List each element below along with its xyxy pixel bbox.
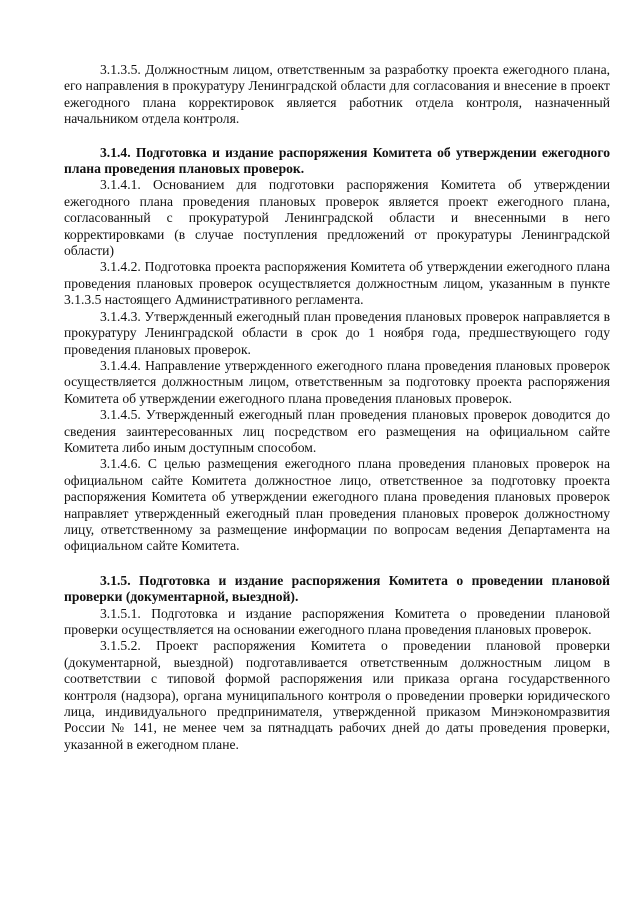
paragraph-3-1-4-1: 3.1.4.1. Основанием для подготовки распоряжения Комитета об утверждении ежегодного плана проведения плановых проверок является проект ежегодного плана, согласованный с прокуратурой Ленинградской области и внесенными в него корректировками (в случае поступления предложений от прокуратуры Ленинградской области)	[64, 177, 610, 259]
document-page	[64, 62, 610, 753]
paragraph-3-1-3-5: 3.1.3.5. Должностным лицом, ответственным за разработку проекта ежегодного плана, его направления в прокуратуру Ленинградской области для согласования и внесение в проект ежегодного плана корректировок является работник отдела контроля, назначенный начальником отдела контроля.	[64, 62, 610, 127]
section-spacer	[64, 555, 610, 573]
section-spacer	[64, 128, 610, 145]
paragraph-3-1-5-2: 3.1.5.2. Проект распоряжения Комитета о проведении плановой проверки (документарной, выездной) подготавливается ответственным должностным лицом в соответствии с типовой формой распоряжения или приказа органа государственного контроля (надзора), органа муниципального контроля о проведении проверки юридического лица, индивидуального предпринимателя, утвержденной приказом Минэкономразвития России № 141, не менее чем за пятнадцать рабочих дней до даты проведения проверки, указанной в ежегодном плане.	[64, 638, 610, 752]
paragraph-3-1-4-5: 3.1.4.5. Утвержденный ежегодный план проведения плановых проверок доводится до сведения заинтересованных лиц посредством его размещения на официальном сайте Комитета либо иным доступным способом.	[64, 407, 610, 455]
paragraph-3-1-4-3: 3.1.4.3. Утвержденный ежегодный план проведения плановых проверок направляется в прокуратуру Ленинградской области в срок до 1 ноября года, предшествующего году проведения плановых проверок.	[64, 308, 610, 357]
heading-3-1-5: 3.1.5. Подготовка и издание распоряжения Комитета о проведении плановой проверки (документарной, выездной).	[64, 572, 610, 605]
paragraph-3-1-4-2: 3.1.4.2. Подготовка проекта распоряжения Комитета об утверждении ежегодного плана проведения плановых проверок осуществляется должностным лицом, указанным в пункте 3.1.3.5 настоящего Административного регламента.	[64, 259, 610, 308]
heading-3-1-4: 3.1.4. Подготовка и издание распоряжения Комитета об утверждении ежегодного плана проведения плановых проверок.	[64, 144, 610, 177]
paragraph-3-1-4-4: 3.1.4.4. Направление утвержденного ежегодного плана проведения плановых проверок осуществляется должностным лицом, ответственным за подготовку проекта распоряжения Комитета об утверждении ежегодного плана проведения плановых проверок.	[64, 357, 610, 406]
paragraph-3-1-5-1: 3.1.5.1. Подготовка и издание распоряжения Комитета о проведении плановой проверки осуществляется на основании ежегодного плана проведения плановых проверок.	[64, 605, 610, 637]
paragraph-3-1-4-6: 3.1.4.6. С целью размещения ежегодного плана проведения плановых проверок на официальном сайте Комитета должностное лицо, ответственное за подготовку проекта распоряжения Комитета об утверждении ежегодного плана проведения плановых проверок направляет утвержденный ежегодный план проведения плановых проверок должностному лицу, ответственному за размещение информации по вопросам ведения Департамента на официальном сайте Комитета.	[64, 456, 610, 554]
